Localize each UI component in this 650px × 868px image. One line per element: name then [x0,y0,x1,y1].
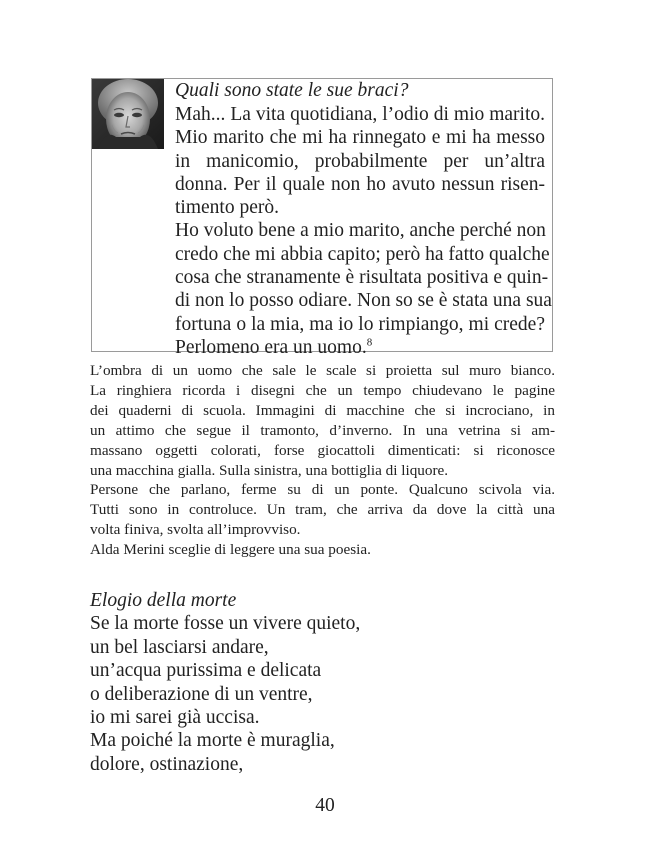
footnote-marker: 8 [366,336,373,349]
narrative-line: Alda Merini sceglie di leggere una sua poesia. [90,541,371,559]
portrait-image [92,79,164,149]
page-number: 40 [315,795,335,816]
narrative-line: Tutti sono in controluce. Un tram, che arriva da dove la città una [90,501,555,519]
answer-line: donna. Per il quale non ho avuto nessun risen- [175,173,545,195]
narrative-line: una macchina gialla. Sulla sinistra, una bottiglia di liquore. [90,461,449,479]
interview-answer [175,103,552,359]
answer-line: in manicomio, probabilmente per un’altra [175,150,545,172]
answer-line: timento però. [175,197,279,219]
answer-line: Mah... La vita quotidiana, l’odio di mio marito. [175,104,545,125]
answer-line: di non lo posso odiare. Non so se è stata una sua [175,290,552,312]
poem-line: o deliberazione di un ventre, [90,683,313,705]
interview-question: Quali sono state le sue braci? [175,80,409,101]
poem-title: Elogio della morte [90,590,237,611]
poem-line: dolore, ostinazione, [90,753,244,775]
answer-line: Mio marito che mi ha rinnegato e mi ha messo [175,127,545,149]
narrative-line: massano oggetti colorati, forse giocattoli dimenticati: si riconosce [90,441,555,459]
answer-line: fortuna o la mia, ma io lo rimpiango, mi crede? [175,313,545,335]
poem [90,589,555,776]
narrative-line: volta finiva, svolta all’improvviso. [90,521,301,539]
poem-line: un bel lasciarsi andare, [90,636,269,658]
narrative-line: Persone che parlano, ferme su di un ponte. Qualcuno scivola via. [90,481,555,499]
answer-line: Ho voluto bene a mio marito, anche perché non [175,220,546,242]
narrative-line: La ringhiera ricorda i disegni che un tempo chiudevano le pagine [90,381,555,399]
poem-line: Se la morte fosse un vivere quieto, [90,613,361,635]
narrative-line: un attimo che segue il tramonto, d’inverno. In una vetrina si am- [90,421,555,439]
answer-line-text: Perlomeno era un uomo. [175,336,367,358]
answer-line-final [175,336,545,359]
portrait-photo [92,79,164,149]
poem-line: un’acqua purissima e delicata [90,660,322,682]
narrative-line: L’ombra di un uomo che sale le scale si proietta sul muro bianco. [90,362,555,379]
answer-line: credo che mi abbia capito; però ha fatto qualche [175,243,550,265]
interview-box [91,78,553,358]
poem-line: io mi sarei già uccisa. [90,707,260,729]
interview-text [175,79,552,359]
poem-line: Ma poiché la morte è muraglia, [90,730,335,752]
narrative-paragraph [90,361,555,560]
narrative-line: dei quaderni di scuola. Immagini di macchine che si incrociano, in [90,401,555,419]
answer-line: cosa che stranamente è risultata positiva e quin- [175,267,549,289]
